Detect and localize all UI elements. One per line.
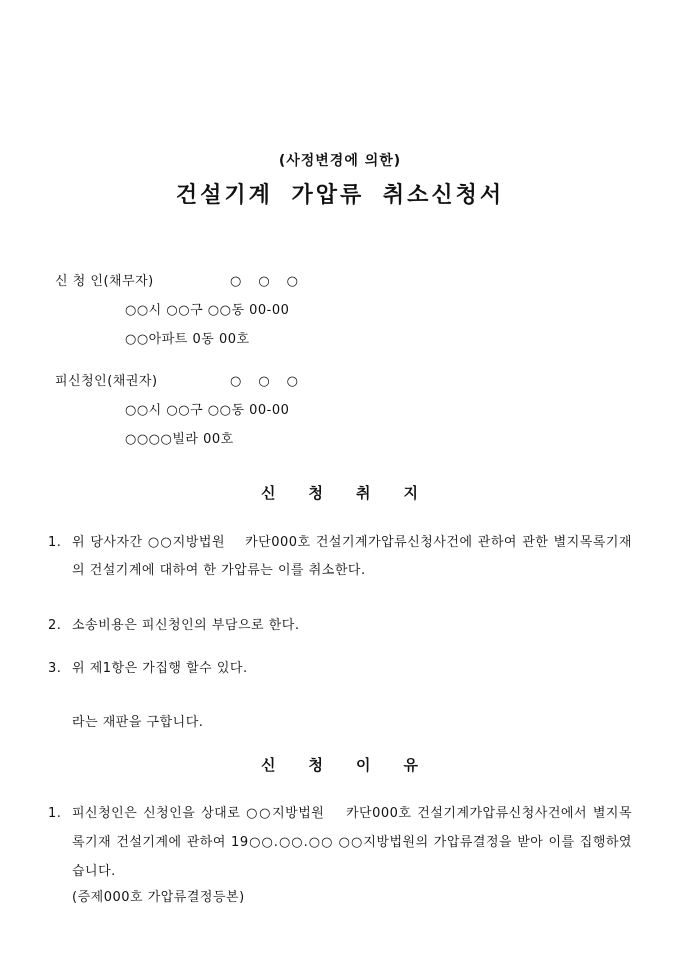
item-text: 피신청인은 신청인을 상대로 ○○지방법원 카단000호 건설기계가압류신청사건에서 별지목록기재 건설기계에 관하여 19○○.○○.○○ ○○지방법원의 가압류결정을 받아 이를 집행하였습니다. [72, 806, 632, 879]
document-title: 건설기계 가압류 취소신청서 [175, 183, 505, 208]
item-text: 위 당사자간 ○○지방법원 카단000호 건설기계가압류신청사건에 관하여 관한 별지목록기재의 건설기계에 대하여 한 가압류는 이를 취소한다. [72, 535, 632, 578]
applicant-label: 신 청 인(채무자) [55, 274, 154, 289]
purpose-item [48, 655, 632, 683]
reason-evidence-note: (증제000호 가압류결정등본) [72, 890, 245, 905]
purpose-closing: 라는 재판을 구합니다. [72, 715, 204, 730]
applicant-name: ○ ○ ○ [230, 274, 301, 289]
applicant-row [55, 267, 632, 296]
item-number: 2. [48, 618, 62, 633]
applicant-address-line-1: ○○시 ○○구 ○○동 00-00 [125, 303, 290, 318]
respondent-block [55, 367, 632, 454]
respondent-address-line-2: ○○○○빌라 00호 [125, 432, 234, 447]
document-subtitle: (사정변경에 의한) [278, 153, 402, 169]
item-text: 소송비용은 피신청인의 부담으로 한다. [72, 618, 300, 633]
purpose-item [48, 612, 632, 640]
item-number: 3. [48, 661, 62, 676]
respondent-name: ○ ○ ○ [230, 374, 301, 389]
item-number: 1. [48, 535, 62, 550]
respondent-address-line-1: ○○시 ○○구 ○○동 00-00 [125, 403, 290, 418]
purpose-item [48, 529, 632, 585]
reasons-heading: 신 청 이 유 [261, 756, 419, 774]
applicant-block [55, 267, 632, 354]
applicant-address-line-2: ○○아파트 0동 00호 [125, 332, 250, 347]
reason-item-body [72, 799, 632, 909]
reason-item [48, 799, 632, 909]
purpose-heading: 신 청 취 지 [261, 484, 419, 502]
item-text: 위 제1항은 가집행 할수 있다. [72, 661, 248, 676]
respondent-label: 피신청인(채권자) [55, 374, 158, 389]
respondent-row [55, 367, 632, 396]
item-number: 1. [48, 806, 62, 821]
